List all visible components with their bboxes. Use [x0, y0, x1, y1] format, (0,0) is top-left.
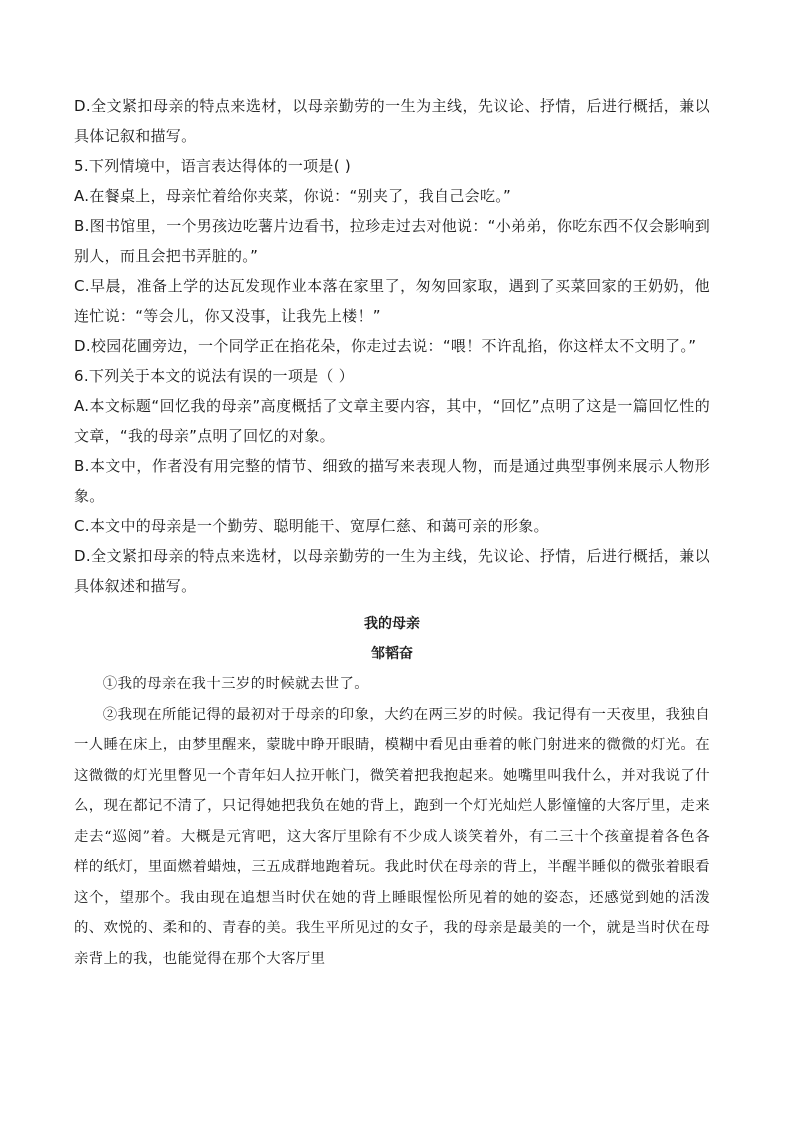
- prev-question-option-d: D.全文紧扣母亲的特点来选材，以母亲勤劳的一生为主线，先议论、抒情，后进行概括，兼以具体记叙和描写。: [74, 97, 710, 145]
- question-5-stem: 5.下列情境中，语言表达得体的一项是( ): [74, 157, 352, 175]
- question-6-option-a: A.本文标题“回忆我的母亲”高度概括了文章主要内容，其中，“回忆”点明了这是一篇回忆性的文章，“我的母亲”点明了回忆的对象。: [74, 397, 710, 445]
- question-5-option-d: D.校园花圃旁边，一个同学正在掐花朵，你走过去说：“喂！不许乱掐，你这样太不文明了。”: [74, 337, 697, 355]
- question-5-option-c: C.早晨，准备上学的达瓦发现作业本落在家里了，匆匆回家取，遇到了买菜回家的王奶奶，他连忙说：“等会儿，你又没事，让我先上楼！”: [74, 277, 710, 325]
- question-5-option-b: B.图书馆里，一个男孩边吃薯片边看书，拉珍走过去对他说：“小弟弟，你吃东西不仅会影响到别人，而且会把书弄脏的。”: [74, 217, 710, 265]
- article-title: 我的母亲: [364, 616, 420, 632]
- question-6-option-b: B.本文中，作者没有用完整的情节、细致的描写来表现人物，而是通过典型事例来展示人物形象。: [74, 457, 710, 505]
- reading-article: [74, 609, 710, 974]
- questions-section: [74, 91, 710, 601]
- article-author: 邹韬奋: [371, 646, 413, 662]
- article-paragraph-2: ②我现在所能记得的最初对于母亲的印象，大约在两三岁的时候。我记得有一天夜里，我独自一人睡在床上，由梦里醒来，蒙眬中睁开眼睛，模糊中看见由垂着的帐门射进来的微微的灯光。在这微微的灯光里瞥见一个青年妇人拉开帐门，微笑着把我抱起来。她嘴里叫我什么，并对我说了什么，现在都记不清了，只记得她把我负在她的背上，跑到一个灯光灿烂人影憧憧的大客厅里，走来走去“巡阅”着。大概是元宵吧，这大客厅里除有不少成人谈笑着外，有二三十个孩童提着各色各样的纸灯，里面燃着蜡烛，三五成群地跑着玩。我此时伏在母亲的背上，半醒半睡似的微张着眼看这个，望那个。我由现在追想当时伏在她的背上睡眼惺忪所见着的她的姿态，还感觉到她的活泼的、欢悦的、柔和的、青春的美。我生平所见过的女子，我的母亲是最美的一个，就是当时伏在母亲背上的我，也能觉得在那个大客厅里: [74, 706, 710, 967]
- question-5-option-a: A.在餐桌上，母亲忙着给你夹菜，你说：“别夹了，我自己会吃。”: [74, 187, 512, 205]
- article-paragraph-1: ①我的母亲在我十三岁的时候就去世了。: [102, 676, 370, 692]
- question-6-option-d: D.全文紧扣母亲的特点来选材，以母亲勤劳的一生为主线，先议论、抒情，后进行概括，兼以具体叙述和描写。: [74, 547, 710, 595]
- question-6-option-c: C.本文中的母亲是一个勤劳、聪明能干、宽厚仁慈、和蔼可亲的形象。: [74, 517, 549, 535]
- question-6-stem: 6.下列关于本文的说法有误的一项是（ ）: [74, 367, 355, 385]
